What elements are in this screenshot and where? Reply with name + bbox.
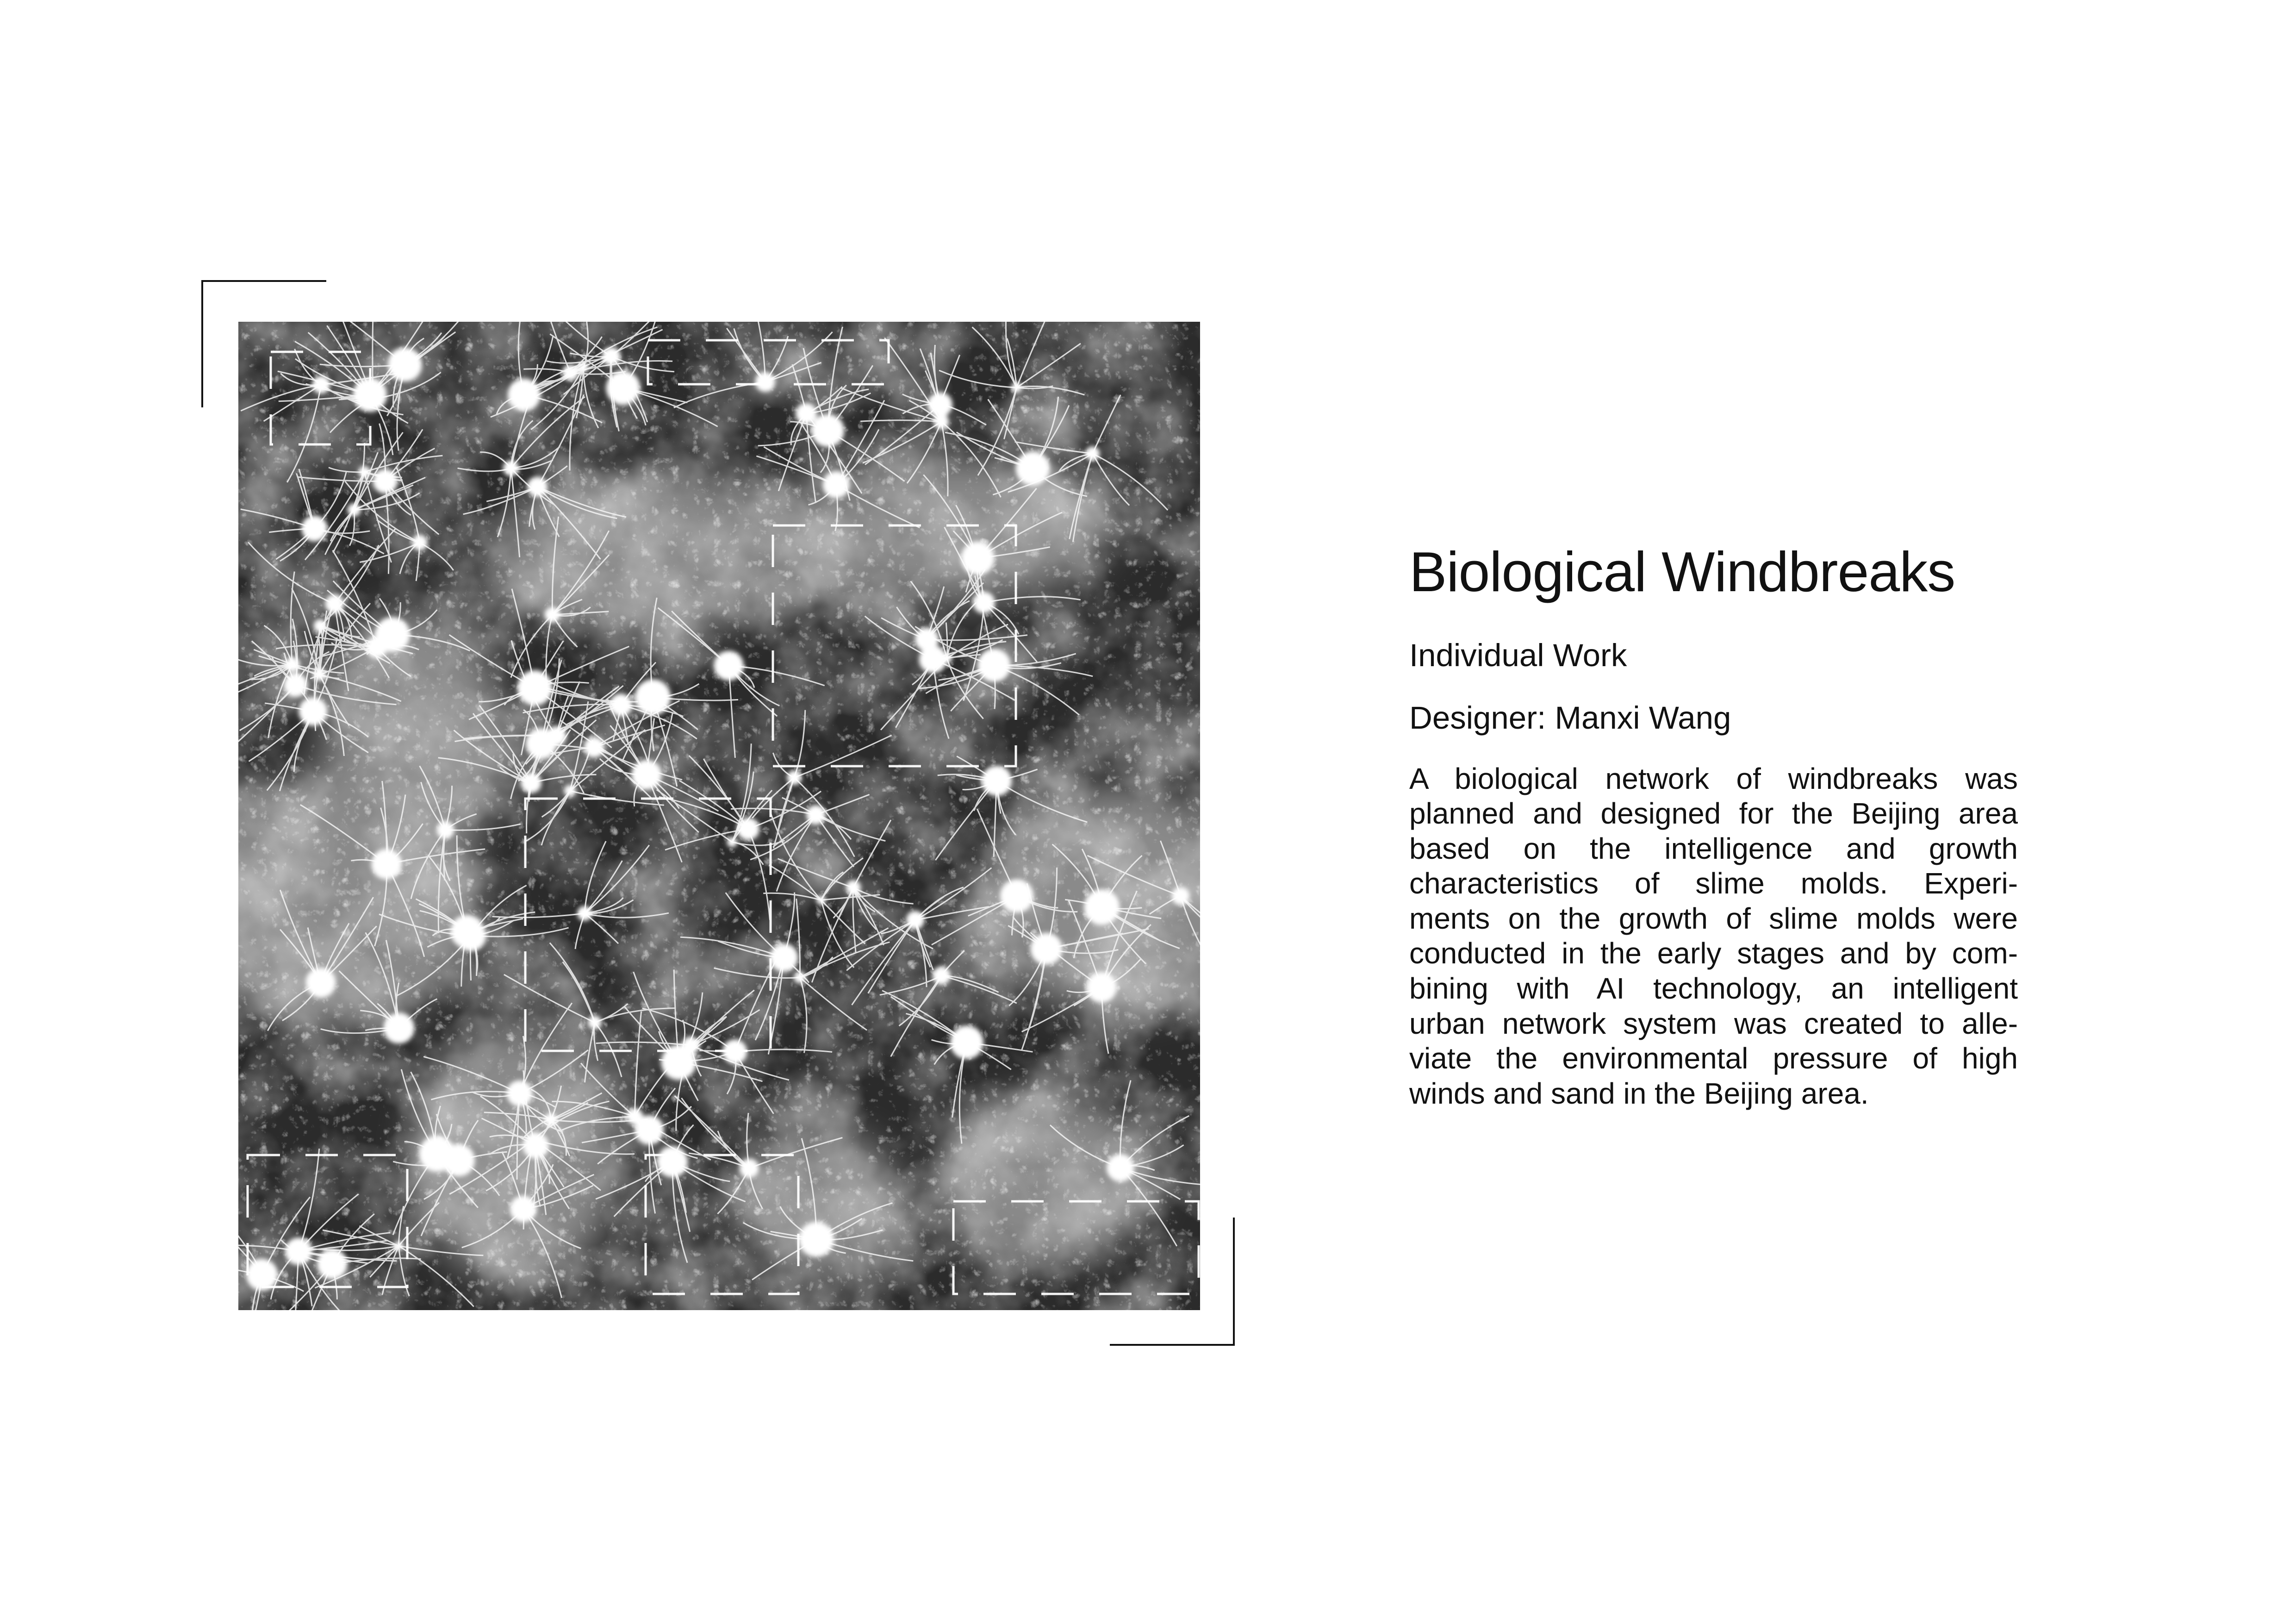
node-blob bbox=[283, 673, 307, 697]
node-blob bbox=[727, 837, 738, 848]
node-blob bbox=[436, 821, 454, 839]
node-blob bbox=[796, 403, 817, 425]
node-blob bbox=[547, 726, 566, 746]
node-blob bbox=[799, 1222, 834, 1257]
node-blob bbox=[1015, 451, 1050, 486]
node-blob bbox=[977, 649, 1011, 682]
node-blob bbox=[510, 1195, 537, 1222]
node-blob bbox=[285, 1237, 312, 1265]
node-blob bbox=[1084, 889, 1120, 925]
project-type: Individual Work bbox=[1409, 637, 1627, 674]
corner-bracket-top-left-v bbox=[201, 280, 203, 407]
slime-mold-network-image bbox=[238, 322, 1200, 1310]
node-blob bbox=[714, 651, 744, 681]
node-blob bbox=[317, 1249, 348, 1279]
node-blob bbox=[523, 1132, 549, 1159]
description-line: viate the environmental pressure of high bbox=[1409, 1042, 2018, 1075]
node-blob bbox=[1171, 887, 1190, 906]
node-blob bbox=[1085, 446, 1100, 461]
node-blob bbox=[301, 515, 328, 542]
description-line: planned and designed for the Beijing area bbox=[1409, 797, 2018, 831]
node-blob bbox=[588, 1016, 602, 1030]
node-blob bbox=[348, 503, 361, 517]
node-blob bbox=[787, 770, 802, 785]
node-blob bbox=[371, 849, 402, 879]
description-line: characteristics of slime molds. Experi- bbox=[1409, 867, 2018, 900]
node-blob bbox=[1030, 933, 1062, 965]
node-blob bbox=[358, 466, 370, 478]
project-info bbox=[1409, 539, 2018, 1111]
project-title: Biological Windbreaks bbox=[1409, 540, 1955, 603]
node-blob bbox=[1000, 879, 1034, 913]
node-blob bbox=[383, 1012, 414, 1043]
description-line: based on the intelligence and growth bbox=[1409, 831, 2018, 865]
node-blob bbox=[312, 375, 330, 394]
description-line: A biological network of windbreaks was bbox=[1409, 762, 2018, 795]
node-blob bbox=[816, 895, 826, 905]
node-blob bbox=[564, 785, 576, 797]
node-blob bbox=[527, 477, 548, 497]
node-blob bbox=[635, 680, 671, 716]
node-blob bbox=[794, 972, 806, 984]
node-blob bbox=[578, 362, 589, 373]
node-blob bbox=[822, 471, 850, 499]
node-blob bbox=[906, 911, 925, 930]
project-description bbox=[1409, 762, 2018, 1111]
node-blob bbox=[313, 619, 327, 632]
node-blob bbox=[325, 594, 344, 613]
node-blob bbox=[740, 1159, 759, 1178]
node-blob bbox=[388, 348, 422, 382]
node-blob bbox=[508, 379, 541, 412]
node-blob bbox=[755, 372, 775, 392]
node-blob bbox=[811, 414, 845, 447]
node-blob bbox=[366, 636, 387, 658]
corner-bracket-bottom-right-h bbox=[1110, 1344, 1235, 1346]
node-blob bbox=[635, 1115, 664, 1145]
node-blob bbox=[631, 760, 661, 790]
slime-mold-texture bbox=[238, 322, 1200, 1310]
node-blob bbox=[517, 670, 553, 706]
node-blob bbox=[503, 460, 519, 476]
node-blob bbox=[770, 943, 798, 972]
node-blob bbox=[1086, 972, 1117, 1003]
node-blob bbox=[950, 1025, 983, 1059]
corner-bracket-top-left-h bbox=[201, 280, 326, 282]
node-blob bbox=[737, 818, 759, 840]
node-blob bbox=[285, 657, 300, 672]
node-blob bbox=[545, 607, 560, 623]
node-blob bbox=[544, 1113, 557, 1126]
node-blob bbox=[412, 535, 428, 550]
node-blob bbox=[982, 766, 1012, 796]
node-blob bbox=[313, 668, 326, 681]
node-blob bbox=[657, 1146, 688, 1177]
node-blob bbox=[961, 541, 995, 575]
node-blob bbox=[606, 371, 640, 405]
node-blob bbox=[584, 737, 604, 758]
description-line: urban network system was created to alle- bbox=[1409, 1006, 2018, 1040]
node-blob bbox=[299, 697, 327, 726]
description-line: bining with AI technology, an intelligent bbox=[1409, 971, 2018, 1005]
node-blob bbox=[577, 906, 592, 921]
node-blob bbox=[933, 967, 951, 985]
description-line: ments on the growth of slime molds were bbox=[1409, 901, 2018, 935]
node-blob bbox=[506, 1081, 533, 1107]
node-blob bbox=[846, 880, 861, 895]
description-line: winds and sand in the Beijing area. bbox=[1409, 1076, 1869, 1110]
description-line: conducted in the early stages and by com- bbox=[1409, 937, 2018, 970]
node-blob bbox=[521, 772, 541, 793]
node-blob bbox=[942, 653, 952, 664]
node-blob bbox=[394, 1241, 404, 1251]
node-blob bbox=[806, 805, 826, 825]
designer-credit: Designer: Manxi Wang bbox=[1409, 700, 1731, 736]
node-blob bbox=[306, 968, 336, 998]
node-blob bbox=[455, 920, 486, 951]
node-blob bbox=[610, 693, 632, 716]
node-blob bbox=[1107, 1154, 1134, 1181]
node-blob bbox=[442, 1144, 475, 1176]
node-blob bbox=[562, 364, 579, 381]
node-blob bbox=[927, 392, 952, 417]
corner-bracket-bottom-right-v bbox=[1233, 1218, 1235, 1346]
node-blob bbox=[1011, 382, 1022, 393]
node-blob bbox=[973, 592, 995, 614]
node-blob bbox=[373, 469, 398, 493]
node-blob bbox=[602, 347, 621, 366]
